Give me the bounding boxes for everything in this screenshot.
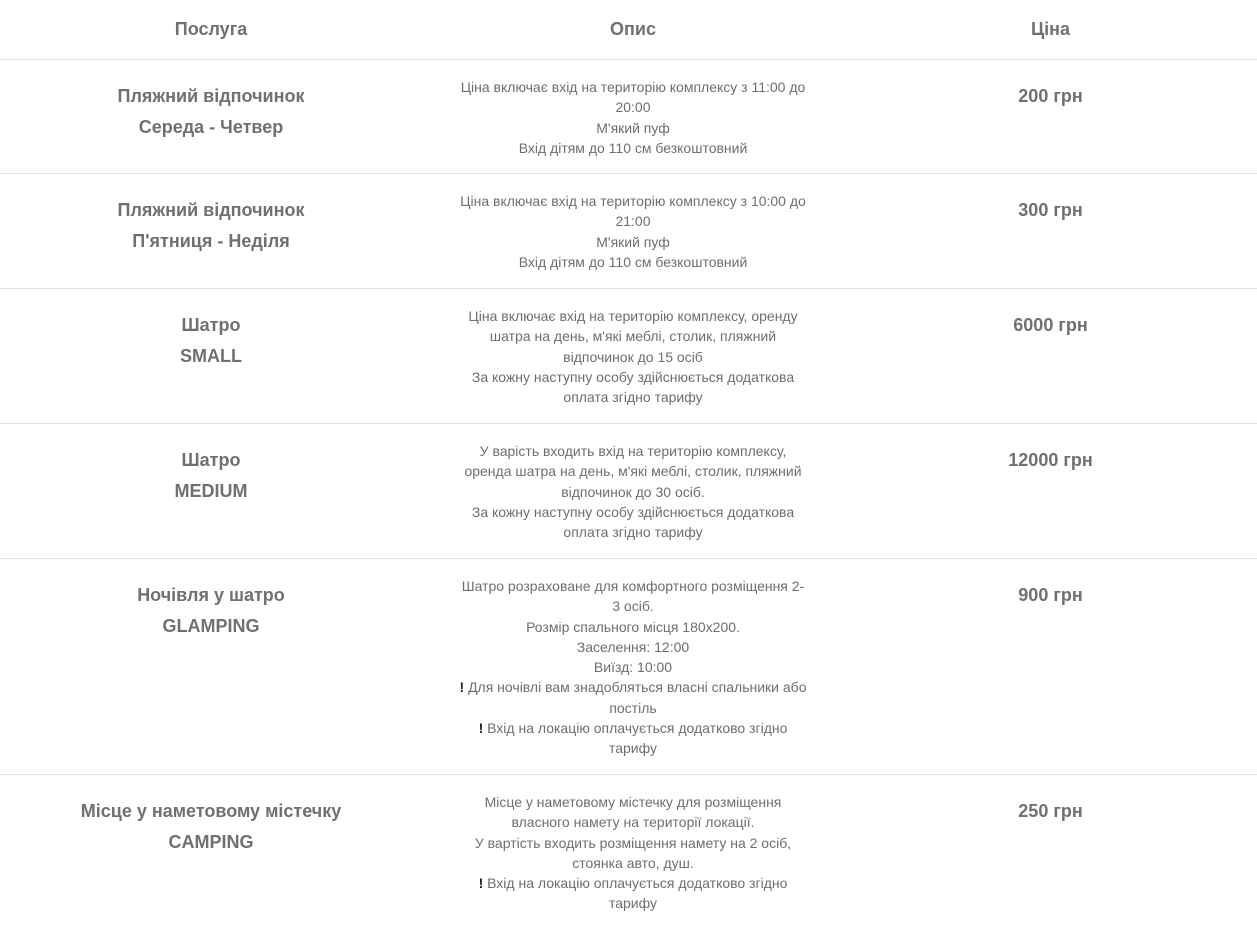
note-line	[443, 677, 823, 697]
table-row	[0, 60, 1257, 174]
description-line: шатра на день, м'які меблі, столик, пляжний	[489, 328, 777, 345]
description-line: Ціна включає вхід на територію комплексу з 11:00 до	[460, 79, 806, 95]
note-text: Вхід на локацію оплачується додатково згідно	[487, 720, 788, 737]
service-name	[0, 424, 422, 558]
description-line: Виїзд: 10:00	[593, 659, 673, 676]
description-line: відпочинок до 30 осіб.	[561, 483, 705, 500]
service-title: Пляжний відпочинок	[117, 200, 305, 220]
service-description	[422, 559, 844, 774]
description-line: Ціна включає вхід на територію комплексу, оренду	[468, 308, 798, 324]
description-line: Розмір спального місця 180х200.	[526, 618, 740, 635]
description-line: Заселення: 12:00	[576, 638, 690, 655]
service-subtitle: MEDIUM	[174, 481, 248, 501]
description-line: оренда шатра на день, м'які меблі, столик, пляжний	[464, 463, 802, 480]
exclamation-icon: !	[459, 679, 465, 696]
service-price: 6000 грн	[1013, 315, 1088, 335]
service-name	[0, 174, 422, 288]
description-line: За кожну наступну особу здійснюється додаткова	[471, 368, 795, 385]
service-name	[0, 775, 422, 927]
description-line: М'який пуф	[596, 119, 670, 136]
description-line: 21:00	[615, 213, 651, 230]
service-description	[422, 289, 844, 423]
service-name	[0, 60, 422, 173]
description-line: У варість входить вхід на територію комплексу,	[479, 443, 787, 459]
table-row	[0, 174, 1257, 289]
description-line: За кожну наступну особу здійснюється додаткова	[471, 503, 795, 520]
exclamation-icon: !	[478, 875, 484, 892]
description-line: власного намету на території локації.	[511, 814, 755, 831]
description-line: оплата згідно тарифу	[563, 389, 703, 406]
description-line: 20:00	[615, 99, 651, 116]
service-subtitle: Середа - Четвер	[138, 117, 284, 137]
service-description	[422, 174, 844, 288]
description-line: Місце у наметовому містечку для розміщення	[484, 794, 782, 810]
service-name	[0, 289, 422, 423]
note-line	[443, 718, 823, 738]
service-title: Ночівля у шатро	[137, 585, 285, 605]
note-line: тарифу	[608, 895, 657, 912]
description-line: Вхід дітям до 110 см безкоштовний	[518, 139, 748, 156]
table-header	[0, 0, 1257, 60]
service-subtitle: CAMPING	[168, 832, 254, 852]
service-description	[422, 775, 844, 927]
service-title: Пляжний відпочинок	[117, 86, 305, 106]
header-description: Опис	[610, 19, 656, 39]
description-line: оплата згідно тарифу	[563, 524, 703, 541]
service-title: Місце у наметовому містечку	[80, 801, 342, 821]
description-line: відпочинок до 15 осіб	[563, 348, 703, 365]
service-subtitle: GLAMPING	[162, 616, 260, 636]
service-subtitle: SMALL	[180, 346, 242, 366]
table-row	[0, 559, 1257, 775]
description-line: Вхід дітям до 110 см безкоштовний	[518, 253, 748, 270]
note-line	[443, 873, 823, 893]
description-line: Ціна включає вхід на територію комплексу з 10:00 до	[460, 193, 806, 209]
header-price: Ціна	[1030, 19, 1071, 39]
description-line: Шатро розраховане для комфортного розміщення 2-	[461, 578, 805, 594]
note-text: Для ночівлі вам знадобляться власні спальники або	[468, 679, 807, 696]
service-name	[0, 559, 422, 774]
service-price: 12000 грн	[1008, 450, 1093, 470]
service-description	[422, 424, 844, 558]
service-subtitle: П'ятниця - Неділя	[132, 231, 290, 251]
service-price: 250 грн	[1018, 801, 1083, 821]
service-title: Шатро	[181, 315, 241, 335]
description-line: стоянка авто, душ.	[572, 854, 694, 871]
exclamation-icon: !	[478, 720, 484, 737]
header-service: Послуга	[174, 19, 248, 39]
description-line: У вартість входить розміщення намету на 2 осіб,	[474, 834, 792, 851]
note-line: постіль	[609, 699, 657, 716]
table-row	[0, 424, 1257, 559]
table-row	[0, 289, 1257, 424]
service-description	[422, 60, 844, 173]
service-price: 900 грн	[1018, 585, 1083, 605]
table-row	[0, 775, 1257, 927]
note-line: тарифу	[608, 740, 657, 757]
service-price: 300 грн	[1018, 200, 1083, 220]
description-line: 3 осіб.	[612, 598, 654, 615]
service-price: 200 грн	[1018, 86, 1083, 106]
service-title: Шатро	[181, 450, 241, 470]
note-text: Вхід на локацію оплачується додатково згідно	[487, 875, 788, 892]
description-line: М'який пуф	[596, 233, 670, 250]
